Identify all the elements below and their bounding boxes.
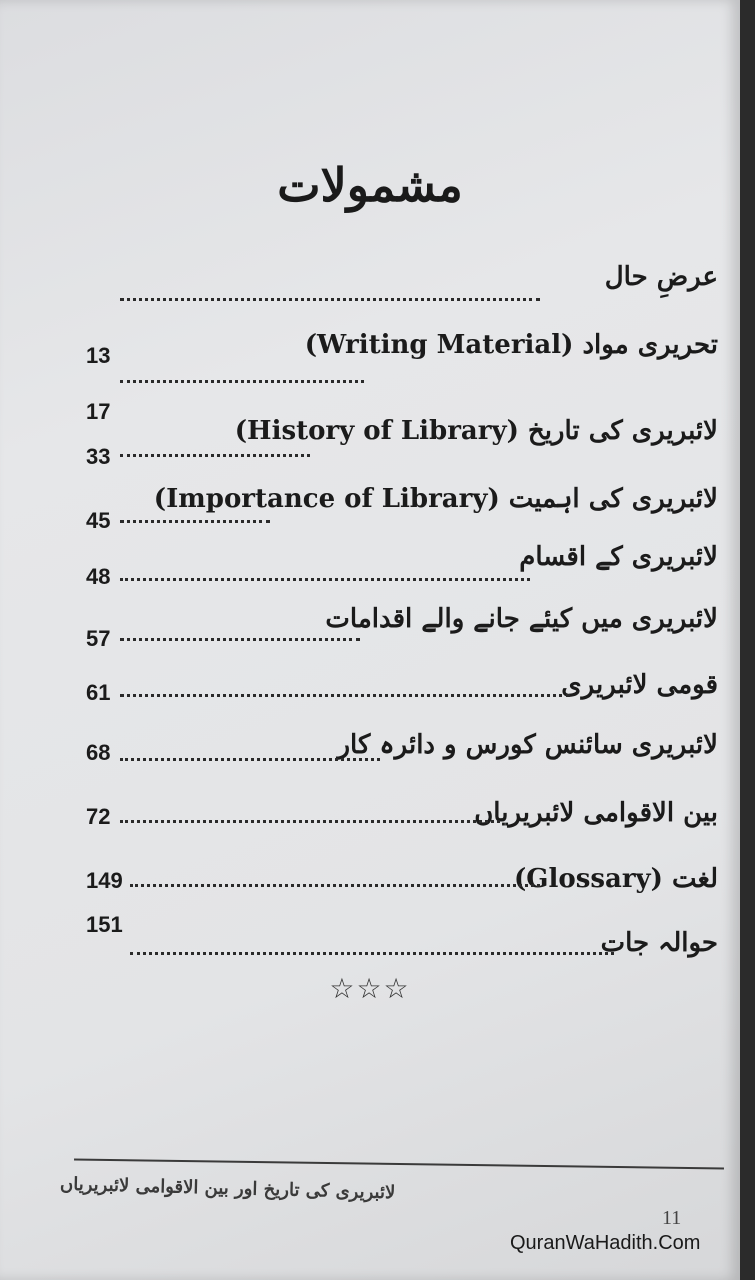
toc-entry-label: لغت (Glossary): [513, 864, 718, 894]
toc-entry-label: لائبریری کے اقسام: [519, 542, 718, 572]
toc-page-number: 149: [86, 868, 123, 893]
page-title: مشمولات: [277, 158, 463, 212]
toc-leader-dots: [120, 636, 360, 641]
toc-page-number: 61: [86, 680, 111, 705]
toc-entry: [0, 626, 740, 708]
toc-entry-label: لائبریری سائنس کورس و دائرہ کار: [337, 730, 718, 760]
running-footer: لائبریری کی تاریخ اور بین الاقوامی لائبریریاں: [59, 1173, 396, 1204]
toc-page-number: 72: [86, 804, 111, 829]
toc-entry: [0, 374, 740, 446]
toc-leader-dots: [120, 692, 570, 697]
toc-leader-dots: [120, 518, 270, 523]
toc-page-number: 17: [86, 399, 111, 424]
toc-entry-label: بین الاقوامی لائبریریاں: [474, 798, 718, 828]
toc-leader-dots: [120, 576, 530, 581]
toc-page-number: 48: [86, 564, 111, 589]
toc-leader-dots: [130, 950, 614, 955]
toc-entry-label: تحریری مواد (Writing Material): [304, 330, 718, 360]
page-number: 11: [662, 1207, 682, 1229]
toc-page-number: 151: [86, 912, 123, 937]
toc-entry-label: لائبریری میں کیئے جانے والے اقدامات: [325, 604, 718, 634]
toc-page-number: 33: [86, 444, 111, 469]
toc-entry-label: حوالہ جات: [600, 928, 718, 958]
toc-entry-label: عرضِ حال: [604, 262, 718, 292]
toc-page-number: 13: [86, 343, 111, 368]
footer-rule: [74, 1158, 724, 1169]
toc-leader-dots: [120, 818, 500, 823]
toc-leader-dots: [120, 452, 310, 457]
toc-page-number: 68: [86, 740, 111, 765]
watermark-text: QuranWaHadith.Com: [510, 1232, 701, 1254]
toc-entry-label: لائبریری کی تاریخ (History of Library): [234, 416, 718, 446]
toc-entry-label: قومی لائبریری: [561, 670, 718, 700]
toc-page-number: 57: [86, 626, 111, 651]
toc-leader-dots: [130, 882, 540, 887]
toc-leader-dots: [120, 296, 540, 301]
section-ornament: ☆☆☆: [329, 972, 411, 1005]
toc-entry-label: لائبریری کی اہمیت (Importance of Library): [153, 484, 718, 514]
toc-leader-dots: [120, 756, 380, 761]
toc-leader-dots: [120, 378, 364, 383]
toc-page-number: 45: [86, 508, 111, 533]
